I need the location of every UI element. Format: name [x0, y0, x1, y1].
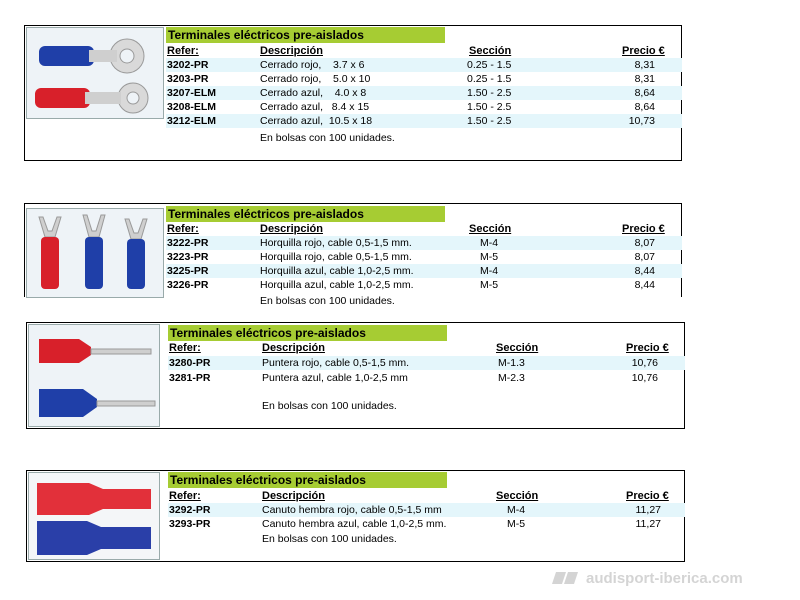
- ring-terminals-photo: [26, 27, 164, 119]
- row-desc: Horquilla rojo, cable 0,5-1,5 mm.: [260, 237, 412, 249]
- watermark-logo-icon: [552, 570, 582, 586]
- table-row: [166, 236, 682, 250]
- col-ref-header: Refer:: [169, 490, 201, 502]
- table-row: [166, 114, 682, 128]
- row-price: 11,27: [635, 504, 661, 516]
- col-price-header: Precio €: [622, 45, 665, 57]
- row-desc: Cerrado azul, 10.5 x 18: [260, 115, 373, 127]
- row-section: 1.50 - 2.5: [467, 115, 512, 127]
- row-desc: Puntera rojo, cable 0,5-1,5 mm.: [262, 357, 410, 369]
- row-section: M-2.3: [498, 372, 525, 384]
- row-ref: 3225-PR: [167, 265, 209, 277]
- col-price-header: Precio €: [626, 342, 669, 354]
- section-title: Terminales eléctricos pre-aislados: [168, 472, 447, 488]
- row-price: 10,73: [628, 115, 655, 127]
- row-desc: Cerrado azul, 8.4 x 15: [260, 101, 370, 113]
- row-section: 1.50 - 2.5: [467, 87, 512, 99]
- col-sec-header: Sección: [469, 45, 512, 57]
- table-row: [166, 100, 682, 114]
- row-price: 8,31: [634, 73, 655, 85]
- row-price: 11,27: [635, 518, 661, 530]
- table-header: [166, 44, 682, 58]
- row-ref: 3280-PR: [169, 357, 211, 369]
- col-desc-header: Descripción: [262, 342, 325, 354]
- row-desc: Horquilla azul, cable 1,0-2,5 mm.: [260, 279, 414, 291]
- fork-terminal-icon: [27, 209, 164, 298]
- row-ref: 3202-PR: [167, 59, 209, 71]
- row-section: M-5: [507, 518, 526, 530]
- row-ref: 3222-PR: [167, 237, 209, 249]
- row-section: 0.25 - 1.5: [467, 59, 512, 71]
- table-row: [168, 356, 685, 370]
- row-ref: 3293-PR: [169, 518, 211, 530]
- packaging-note: En bolsas con 100 unidades.: [262, 533, 397, 545]
- col-sec-header: Sección: [496, 490, 539, 502]
- packaging-note: En bolsas con 100 unidades.: [262, 400, 397, 412]
- row-section: M-5: [480, 251, 499, 263]
- row-desc: Canuto hembra rojo, cable 0,5-1,5 mm: [262, 504, 442, 516]
- female-connector-icon: [29, 473, 160, 560]
- table-row: [168, 503, 685, 517]
- col-sec-header: Sección: [496, 342, 539, 354]
- pin-terminals-photo: [28, 324, 160, 427]
- row-ref: 3212-ELM: [167, 115, 217, 127]
- col-desc-header: Descripción: [260, 45, 323, 57]
- row-ref: 3292-PR: [169, 504, 211, 516]
- table-row: [166, 72, 682, 86]
- row-section: M-5: [480, 279, 499, 291]
- row-section: 1.50 - 2.5: [467, 101, 512, 113]
- female-connectors-photo: [28, 472, 160, 560]
- row-price: 8,44: [634, 265, 655, 277]
- col-desc-header: Descripción: [260, 223, 323, 235]
- col-ref-header: Refer:: [169, 342, 201, 354]
- table-row: [166, 250, 682, 264]
- section-title: Terminales eléctricos pre-aislados: [166, 27, 445, 43]
- row-price: 8,07: [634, 237, 655, 249]
- row-ref: 3203-PR: [167, 73, 209, 85]
- row-price: 8,64: [634, 101, 655, 113]
- row-price: 8,07: [634, 251, 655, 263]
- table-row: [168, 517, 685, 531]
- table-header: [168, 341, 685, 355]
- packaging-note: En bolsas con 100 unidades.: [260, 295, 395, 307]
- table-row: [166, 86, 682, 100]
- table-header: [166, 222, 682, 236]
- row-section: M-4: [480, 237, 499, 249]
- col-price-header: Precio €: [622, 223, 665, 235]
- section-title: Terminales eléctricos pre-aislados: [166, 206, 445, 222]
- row-price: 10,76: [631, 372, 658, 384]
- row-ref: 3208-ELM: [167, 101, 217, 113]
- row-section: M-1.3: [498, 357, 525, 369]
- watermark-text: audisport-iberica.com: [586, 570, 743, 587]
- row-desc: Cerrado azul, 4.0 x 8: [260, 87, 367, 99]
- row-desc: Horquilla rojo, cable 0,5-1,5 mm.: [260, 251, 412, 263]
- section-title: Terminales eléctricos pre-aislados: [168, 325, 447, 341]
- col-price-header: Precio €: [626, 490, 669, 502]
- row-desc: Horquilla azul, cable 1,0-2,5 mm.: [260, 265, 414, 277]
- row-desc: Puntera azul, cable 1,0-2,5 mm: [262, 372, 408, 384]
- packaging-note: En bolsas con 100 unidades.: [260, 132, 395, 144]
- row-price: 8,31: [634, 59, 655, 71]
- col-desc-header: Descripción: [262, 490, 325, 502]
- table-row: [166, 278, 682, 292]
- row-desc: Canuto hembra azul, cable 1,0-2,5 mm.: [262, 518, 447, 530]
- row-price: 8,44: [634, 279, 655, 291]
- row-ref: 3281-PR: [169, 372, 211, 384]
- row-price: 10,76: [631, 357, 658, 369]
- fork-terminals-photo: [26, 208, 164, 298]
- table-row: [166, 264, 682, 278]
- row-ref: 3226-PR: [167, 279, 209, 291]
- row-desc: Cerrado rojo, 3.7 x 6: [260, 59, 365, 71]
- col-ref-header: Refer:: [167, 223, 199, 235]
- table-row: [168, 371, 685, 385]
- col-ref-header: Refer:: [167, 45, 199, 57]
- col-sec-header: Sección: [469, 223, 512, 235]
- table-header: [168, 489, 685, 503]
- row-section: M-4: [507, 504, 526, 516]
- table-row: [166, 58, 682, 72]
- row-ref: 3223-PR: [167, 251, 209, 263]
- row-ref: 3207-ELM: [167, 87, 217, 99]
- row-price: 8,64: [634, 87, 655, 99]
- ring-terminal-icon: [27, 28, 164, 119]
- row-section: 0.25 - 1.5: [467, 73, 512, 85]
- row-section: M-4: [480, 265, 499, 277]
- pin-terminal-icon: [29, 325, 160, 427]
- row-desc: Cerrado rojo, 5.0 x 10: [260, 73, 371, 85]
